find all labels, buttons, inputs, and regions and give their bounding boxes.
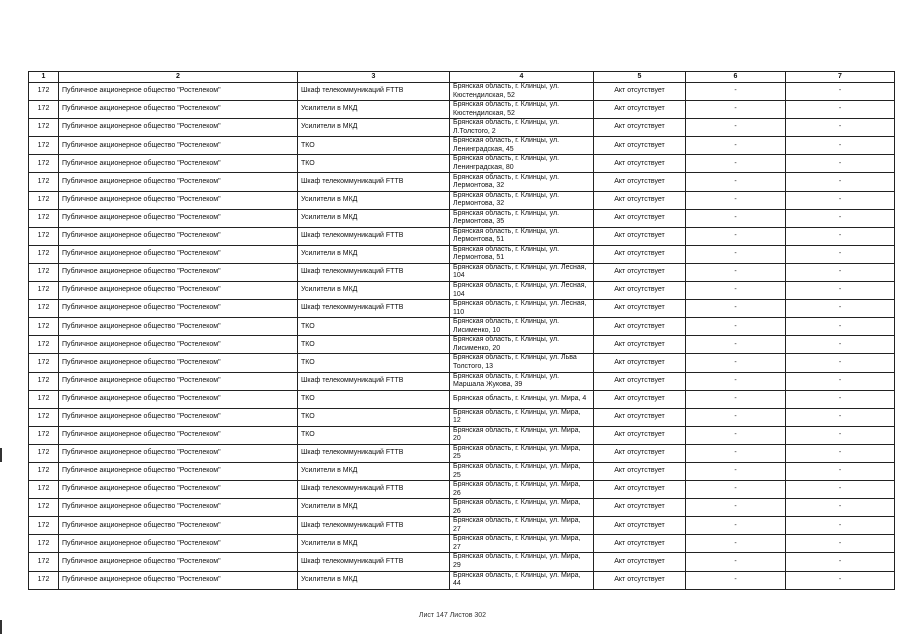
act-status-cell: Акт отсутствует [594, 372, 686, 390]
column-7-cell: - [786, 227, 895, 245]
organization-cell: Публичное акционерное общество "Ростелеком" [59, 571, 298, 589]
organization-cell: Публичное акционерное общество "Ростелеком" [59, 155, 298, 173]
column-6-cell: - [686, 101, 786, 119]
address-cell: Брянская область, г. Клинцы, ул. Мира, 12 [450, 408, 594, 426]
table-row [29, 462, 895, 480]
column-6-cell: - [686, 426, 786, 444]
organization-cell: Публичное акционерное общество "Ростелеком" [59, 481, 298, 499]
column-7-cell: - [786, 119, 895, 137]
object-type-cell: Усилители в МКД [298, 571, 450, 589]
object-type-cell: Шкаф телекоммуникаций FTTB [298, 173, 450, 191]
column-header-3: 3 [298, 72, 450, 83]
column-6-cell: - [686, 444, 786, 462]
column-6-cell: - [686, 227, 786, 245]
row-number-cell: 172 [29, 209, 59, 227]
column-6-cell: - [686, 408, 786, 426]
column-7-cell: - [786, 336, 895, 354]
organization-cell: Публичное акционерное общество "Ростелеком" [59, 336, 298, 354]
column-header-6: 6 [686, 72, 786, 83]
object-type-cell: Шкаф телекоммуникаций FTTB [298, 481, 450, 499]
object-type-cell: Усилители в МКД [298, 209, 450, 227]
address-cell: Брянская область, г. Клинцы, ул. Мира, 27 [450, 517, 594, 535]
act-status-cell: Акт отсутствует [594, 499, 686, 517]
column-7-cell: - [786, 408, 895, 426]
address-cell: Брянская область, г. Клинцы, ул. Мира, 25 [450, 444, 594, 462]
row-number-cell: 172 [29, 390, 59, 408]
object-type-cell: Шкаф телекоммуникаций FTTB [298, 444, 450, 462]
organization-cell: Публичное акционерное общество "Ростелеком" [59, 354, 298, 372]
column-7-cell: - [786, 263, 895, 281]
address-cell: Брянская область, г. Клинцы, ул. Лермонтова, 32 [450, 191, 594, 209]
table-row [29, 444, 895, 462]
table-row [29, 282, 895, 300]
row-number-cell: 172 [29, 300, 59, 318]
column-6-cell: - [686, 462, 786, 480]
object-type-cell: Усилители в МКД [298, 282, 450, 300]
column-7-cell: - [786, 535, 895, 553]
column-7-cell: - [786, 318, 895, 336]
column-6-cell: - [686, 499, 786, 517]
table-row [29, 300, 895, 318]
column-6-cell: - [686, 390, 786, 408]
organization-cell: Публичное акционерное общество "Ростелеком" [59, 390, 298, 408]
column-6-cell: - [686, 372, 786, 390]
organization-cell: Публичное акционерное общество "Ростелеком" [59, 300, 298, 318]
row-number-cell: 172 [29, 553, 59, 571]
table-row [29, 83, 895, 101]
column-7-cell: - [786, 499, 895, 517]
act-status-cell: Акт отсутствует [594, 571, 686, 589]
registry-table [28, 71, 895, 590]
table-row [29, 318, 895, 336]
table-row [29, 517, 895, 535]
column-6-cell: - [686, 354, 786, 372]
act-status-cell: Акт отсутствует [594, 408, 686, 426]
organization-cell: Публичное акционерное общество "Ростелеком" [59, 462, 298, 480]
act-status-cell: Акт отсутствует [594, 517, 686, 535]
address-cell: Брянская область, г. Клинцы, ул. Лермонтова, 51 [450, 227, 594, 245]
table-row [29, 390, 895, 408]
row-number-cell: 172 [29, 535, 59, 553]
object-type-cell: Усилители в МКД [298, 119, 450, 137]
object-type-cell: Шкаф телекоммуникаций FTTB [298, 517, 450, 535]
column-number-row [29, 72, 895, 83]
address-cell: Брянская область, г. Клинцы, ул. Лермонтова, 51 [450, 245, 594, 263]
act-status-cell: Акт отсутствует [594, 137, 686, 155]
organization-cell: Публичное акционерное общество "Ростелеком" [59, 553, 298, 571]
object-type-cell: Шкаф телекоммуникаций FTTB [298, 227, 450, 245]
column-7-cell: - [786, 83, 895, 101]
object-type-cell: ТКО [298, 318, 450, 336]
column-6-cell: - [686, 173, 786, 191]
act-status-cell: Акт отсутствует [594, 553, 686, 571]
column-7-cell: - [786, 137, 895, 155]
column-6-cell: - [686, 282, 786, 300]
row-number-cell: 172 [29, 137, 59, 155]
row-number-cell: 172 [29, 481, 59, 499]
address-cell: Брянская область, г. Клинцы, ул. Ленинградская, 80 [450, 155, 594, 173]
column-header-5: 5 [594, 72, 686, 83]
address-cell: Брянская область, г. Клинцы, ул. Лисименко, 10 [450, 318, 594, 336]
row-number-cell: 172 [29, 499, 59, 517]
organization-cell: Публичное акционерное общество "Ростелеком" [59, 535, 298, 553]
column-6-cell: - [686, 191, 786, 209]
column-7-cell: - [786, 553, 895, 571]
organization-cell: Публичное акционерное общество "Ростелеком" [59, 372, 298, 390]
organization-cell: Публичное акционерное общество "Ростелеком" [59, 263, 298, 281]
table-row [29, 481, 895, 499]
row-number-cell: 172 [29, 173, 59, 191]
object-type-cell: ТКО [298, 137, 450, 155]
column-header-7: 7 [786, 72, 895, 83]
column-7-cell: - [786, 155, 895, 173]
table-row [29, 354, 895, 372]
organization-cell: Публичное акционерное общество "Ростелеком" [59, 517, 298, 535]
organization-cell: Публичное акционерное общество "Ростелеком" [59, 444, 298, 462]
column-6-cell: - [686, 535, 786, 553]
address-cell: Брянская область, г. Клинцы, ул. Льва Толстого, 13 [450, 354, 594, 372]
column-header-1: 1 [29, 72, 59, 83]
organization-cell: Публичное акционерное общество "Ростелеком" [59, 173, 298, 191]
organization-cell: Публичное акционерное общество "Ростелеком" [59, 245, 298, 263]
row-number-cell: 172 [29, 336, 59, 354]
column-6-cell: - [686, 209, 786, 227]
object-type-cell: Усилители в МКД [298, 499, 450, 517]
act-status-cell: Акт отсутствует [594, 462, 686, 480]
act-status-cell: Акт отсутствует [594, 83, 686, 101]
act-status-cell: Акт отсутствует [594, 282, 686, 300]
address-cell: Брянская область, г. Клинцы, ул. Маршала Жукова, 39 [450, 372, 594, 390]
table-row [29, 227, 895, 245]
table-row [29, 245, 895, 263]
object-type-cell: Шкаф телекоммуникаций FTTB [298, 553, 450, 571]
column-7-cell: - [786, 372, 895, 390]
column-7-cell: - [786, 390, 895, 408]
row-number-cell: 172 [29, 571, 59, 589]
organization-cell: Публичное акционерное общество "Ростелеком" [59, 499, 298, 517]
object-type-cell: Шкаф телекоммуникаций FTTB [298, 263, 450, 281]
row-number-cell: 172 [29, 191, 59, 209]
row-number-cell: 172 [29, 462, 59, 480]
table-row [29, 155, 895, 173]
table-row [29, 426, 895, 444]
table-row [29, 209, 895, 227]
act-status-cell: Акт отсутствует [594, 318, 686, 336]
act-status-cell: Акт отсутствует [594, 444, 686, 462]
object-type-cell: Усилители в МКД [298, 245, 450, 263]
object-type-cell: Усилители в МКД [298, 535, 450, 553]
table-row [29, 336, 895, 354]
act-status-cell: Акт отсутствует [594, 101, 686, 119]
column-6-cell: - [686, 83, 786, 101]
address-cell: Брянская область, г. Клинцы, ул. Мира, 20 [450, 426, 594, 444]
column-6-cell: - [686, 571, 786, 589]
organization-cell: Публичное акционерное общество "Ростелеком" [59, 408, 298, 426]
address-cell: Брянская область, г. Клинцы, ул. Лисименко, 20 [450, 336, 594, 354]
column-6-cell: - [686, 336, 786, 354]
address-cell: Брянская область, г. Клинцы, ул. Лесная, 104 [450, 282, 594, 300]
column-7-cell: - [786, 462, 895, 480]
column-7-cell: - [786, 426, 895, 444]
column-6-cell: - [686, 481, 786, 499]
column-7-cell: - [786, 101, 895, 119]
column-6-cell: - [686, 263, 786, 281]
table-row [29, 137, 895, 155]
act-status-cell: Акт отсутствует [594, 535, 686, 553]
column-7-cell: - [786, 173, 895, 191]
organization-cell: Публичное акционерное общество "Ростелеком" [59, 227, 298, 245]
address-cell: Брянская область, г. Клинцы, ул. Л.Толстого, 2 [450, 119, 594, 137]
address-cell: Брянская область, г. Клинцы, ул. Лермонтова, 32 [450, 173, 594, 191]
row-number-cell: 172 [29, 227, 59, 245]
column-7-cell: - [786, 517, 895, 535]
organization-cell: Публичное акционерное общество "Ростелеком" [59, 191, 298, 209]
row-number-cell: 172 [29, 155, 59, 173]
row-number-cell: 172 [29, 426, 59, 444]
column-6-cell: - [686, 155, 786, 173]
act-status-cell: Акт отсутствует [594, 426, 686, 444]
row-number-cell: 172 [29, 354, 59, 372]
row-number-cell: 172 [29, 517, 59, 535]
column-6-cell: - [686, 300, 786, 318]
column-7-cell: - [786, 191, 895, 209]
organization-cell: Публичное акционерное общество "Ростелеком" [59, 318, 298, 336]
act-status-cell: Акт отсутствует [594, 354, 686, 372]
organization-cell: Публичное акционерное общество "Ростелеком" [59, 209, 298, 227]
address-cell: Брянская область, г. Клинцы, ул. Мира, 4 [450, 390, 594, 408]
table-row [29, 499, 895, 517]
act-status-cell: Акт отсутствует [594, 155, 686, 173]
column-6-cell: - [686, 137, 786, 155]
address-cell: Брянская область, г. Клинцы, ул. Кюстендилская, 52 [450, 83, 594, 101]
object-type-cell: Усилители в МКД [298, 191, 450, 209]
object-type-cell: Шкаф телекоммуникаций FTTB [298, 300, 450, 318]
object-type-cell: ТКО [298, 390, 450, 408]
sheet-footer: Лист 147 Листов 302 [418, 612, 487, 619]
address-cell: Брянская область, г. Клинцы, ул. Лермонтова, 35 [450, 209, 594, 227]
table-row [29, 535, 895, 553]
act-status-cell: Акт отсутствует [594, 390, 686, 408]
column-7-cell: - [786, 444, 895, 462]
act-status-cell: Акт отсутствует [594, 119, 686, 137]
table-row [29, 263, 895, 281]
column-7-cell: - [786, 481, 895, 499]
table-row [29, 191, 895, 209]
object-type-cell: ТКО [298, 336, 450, 354]
object-type-cell: Усилители в МКД [298, 101, 450, 119]
column-7-cell: - [786, 300, 895, 318]
row-number-cell: 172 [29, 83, 59, 101]
act-status-cell: Акт отсутствует [594, 191, 686, 209]
column-header-4: 4 [450, 72, 594, 83]
object-type-cell: ТКО [298, 408, 450, 426]
row-number-cell: 172 [29, 318, 59, 336]
column-7-cell: - [786, 282, 895, 300]
column-6-cell: - [686, 245, 786, 263]
object-type-cell: Шкаф телекоммуникаций FTTB [298, 372, 450, 390]
table-row [29, 408, 895, 426]
object-type-cell: ТКО [298, 354, 450, 372]
address-cell: Брянская область, г. Клинцы, ул. Мира, 27 [450, 535, 594, 553]
address-cell: Брянская область, г. Клинцы, ул. Мира, 26 [450, 499, 594, 517]
table-row [29, 571, 895, 589]
act-status-cell: Акт отсутствует [594, 263, 686, 281]
column-7-cell: - [786, 209, 895, 227]
organization-cell: Публичное акционерное общество "Ростелеком" [59, 282, 298, 300]
row-number-cell: 172 [29, 245, 59, 263]
column-6-cell: - [686, 318, 786, 336]
act-status-cell: Акт отсутствует [594, 300, 686, 318]
act-status-cell: Акт отсутствует [594, 227, 686, 245]
table-row [29, 553, 895, 571]
row-number-cell: 172 [29, 372, 59, 390]
column-header-2: 2 [59, 72, 298, 83]
organization-cell: Публичное акционерное общество "Ростелеком" [59, 426, 298, 444]
table-row [29, 101, 895, 119]
address-cell: Брянская область, г. Клинцы, ул. Мира, 29 [450, 553, 594, 571]
column-7-cell: - [786, 354, 895, 372]
row-number-cell: 172 [29, 101, 59, 119]
address-cell: Брянская область, г. Клинцы, ул. Мира, 26 [450, 481, 594, 499]
table-row [29, 372, 895, 390]
address-cell: Брянская область, г. Клинцы, ул. Мира, 44 [450, 571, 594, 589]
organization-cell: Публичное акционерное общество "Ростелеком" [59, 83, 298, 101]
table-row [29, 119, 895, 137]
address-cell: Брянская область, г. Клинцы, ул. Мира, 25 [450, 462, 594, 480]
row-number-cell: 172 [29, 408, 59, 426]
row-number-cell: 172 [29, 119, 59, 137]
organization-cell: Публичное акционерное общество "Ростелеком" [59, 119, 298, 137]
address-cell: Брянская область, г. Клинцы, ул. Лесная, 110 [450, 300, 594, 318]
table-row [29, 173, 895, 191]
row-number-cell: 172 [29, 444, 59, 462]
object-type-cell: ТКО [298, 426, 450, 444]
scan-edge-mark [0, 448, 2, 462]
act-status-cell: Акт отсутствует [594, 209, 686, 227]
act-status-cell: Акт отсутствует [594, 173, 686, 191]
column-7-cell: - [786, 571, 895, 589]
address-cell: Брянская область, г. Клинцы, ул. Кюстендилская, 52 [450, 101, 594, 119]
scan-edge-mark [0, 620, 2, 634]
row-number-cell: 172 [29, 263, 59, 281]
organization-cell: Публичное акционерное общество "Ростелеком" [59, 137, 298, 155]
object-type-cell: Усилители в МКД [298, 462, 450, 480]
address-cell: Брянская область, г. Клинцы, ул. Ленинградская, 45 [450, 137, 594, 155]
column-6-cell: - [686, 517, 786, 535]
address-cell: Брянская область, г. Клинцы, ул. Лесная, 104 [450, 263, 594, 281]
act-status-cell: Акт отсутствует [594, 245, 686, 263]
column-6-cell: - [686, 553, 786, 571]
row-number-cell: 172 [29, 282, 59, 300]
organization-cell: Публичное акционерное общество "Ростелеком" [59, 101, 298, 119]
object-type-cell: Шкаф телекоммуникаций FTTB [298, 83, 450, 101]
object-type-cell: ТКО [298, 155, 450, 173]
column-6-cell: - [686, 119, 786, 137]
act-status-cell: Акт отсутствует [594, 336, 686, 354]
column-7-cell: - [786, 245, 895, 263]
act-status-cell: Акт отсутствует [594, 481, 686, 499]
